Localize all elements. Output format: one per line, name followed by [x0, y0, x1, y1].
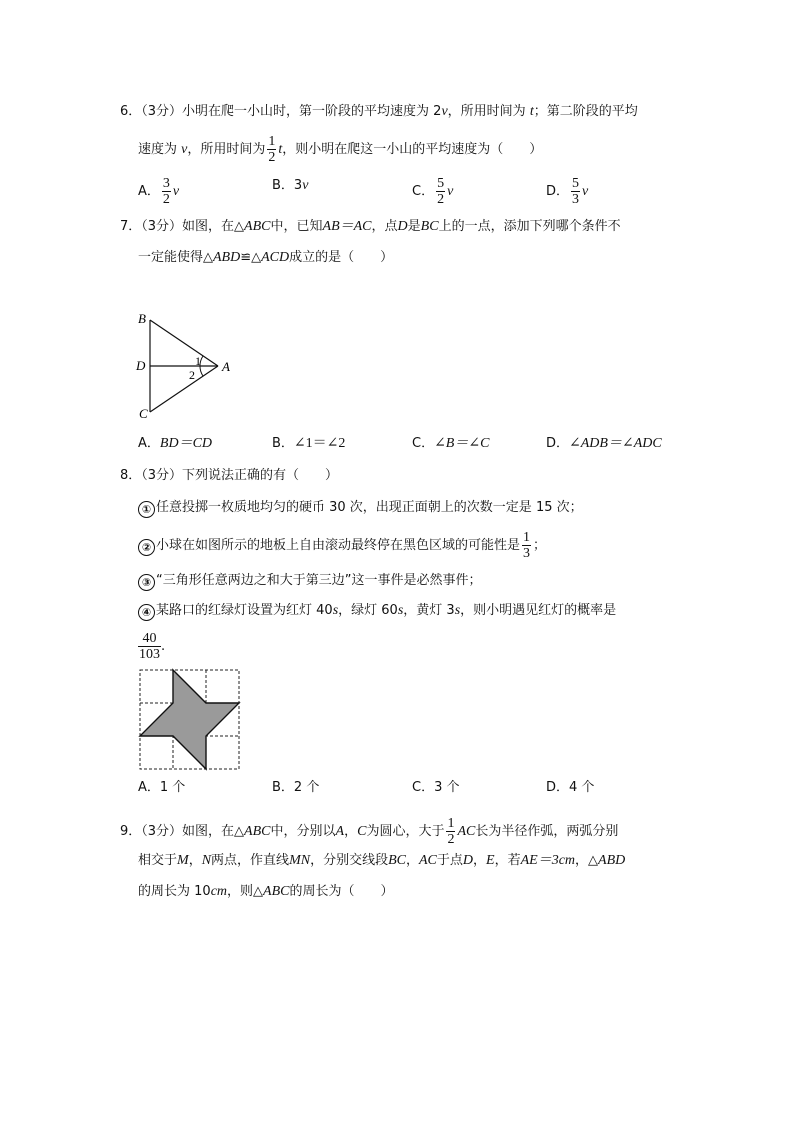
q8-option-a[interactable]: A．1 个	[138, 780, 186, 795]
q8-statement-4: ④ 某路口的红绿灯设置为红灯 40s，绿灯 60s，黄灯 3s，则小明遇见红灯的概率是	[138, 601, 616, 621]
shaded-region	[140, 670, 239, 769]
q9-line-2: 相交于M，N两点，作直线MN，分别交线段BC，AC于点D，E，若AE＝3cm，△ABD	[138, 853, 626, 868]
q7-triangle-figure	[130, 305, 240, 425]
q7-option-b[interactable]: B．∠1＝∠2	[272, 436, 346, 451]
q8-probability-fraction: $\frac{40}{103}$ .	[139, 631, 166, 662]
q7-line-2: 一定能使得△ABD≌△ACD成立的是（ ）	[138, 250, 394, 265]
label-angle-2: 2	[189, 368, 195, 382]
q7-line-1: 7．（3分）如图，在△ABC中，已知AB＝AC，点D是BC上的一点，添加下列哪个条件不	[120, 219, 621, 234]
q6-option-d[interactable]: D． $\frac{5}{3}$ v	[546, 176, 589, 207]
q8-option-d[interactable]: D．4 个	[546, 780, 595, 795]
q6-line-2: 速度为 v，所用时间为 $\frac{1}{2}$ t，则小明在爬这一小山的平均速度为（ ）	[138, 134, 543, 165]
segment-ca	[150, 366, 218, 412]
label-c: C	[139, 406, 148, 421]
q8-statement-3: ③ “三角形任意两边之和大于第三边”这一事件是必然事件；	[138, 571, 481, 591]
q8-option-c[interactable]: C．3 个	[412, 780, 460, 795]
q8-stem: 8．（3分）下列说法正确的有（ ）	[120, 468, 339, 483]
half-fraction: $\frac{1}{2}$	[268, 134, 276, 165]
q6-line-1: 6．（3分）小明在爬一小山时，第一阶段的平均速度为 2v，所用时间为 t；第二阶段的平均	[120, 104, 638, 119]
label-angle-1: 1	[195, 354, 201, 368]
q9-line-3: 的周长为 10cm，则△ABC的周长为（ ）	[138, 884, 394, 899]
label-d: D	[136, 358, 146, 373]
q7-option-d[interactable]: D．∠ADB＝∠ADC	[546, 436, 662, 451]
segment-ba	[150, 320, 218, 366]
label-b: B	[138, 311, 146, 326]
q6-option-c[interactable]: C． $\frac{5}{2}$ v	[412, 176, 454, 207]
q7-option-c[interactable]: C．∠B＝∠C	[412, 436, 490, 451]
q8-statement-2: ② 小球在如图所示的地板上自由滚动最终停在黑色区域的可能性是 $\frac{1}{3}$ ；	[138, 530, 546, 561]
q6-option-a[interactable]: A． $\frac{3}{2}$ v	[138, 176, 180, 207]
q9-line-1: 9．（3分）如图，在△ABC中，分别以A，C为圆心，大于 $\frac{1}{2}$ AC长为半径作弧，两弧分别	[120, 816, 619, 847]
label-a: A	[222, 359, 230, 374]
q7-option-a[interactable]: A．BD＝CD	[138, 436, 213, 451]
q8-option-b[interactable]: B．2 个	[272, 780, 320, 795]
q6-option-b[interactable]: B．3v	[272, 178, 309, 193]
q8-statement-1: ① 任意投掷一枚质地均匀的硬币 30 次，出现正面朝上的次数一定是 15 次；	[138, 498, 583, 518]
q8-floor-grid-figure	[138, 668, 242, 772]
